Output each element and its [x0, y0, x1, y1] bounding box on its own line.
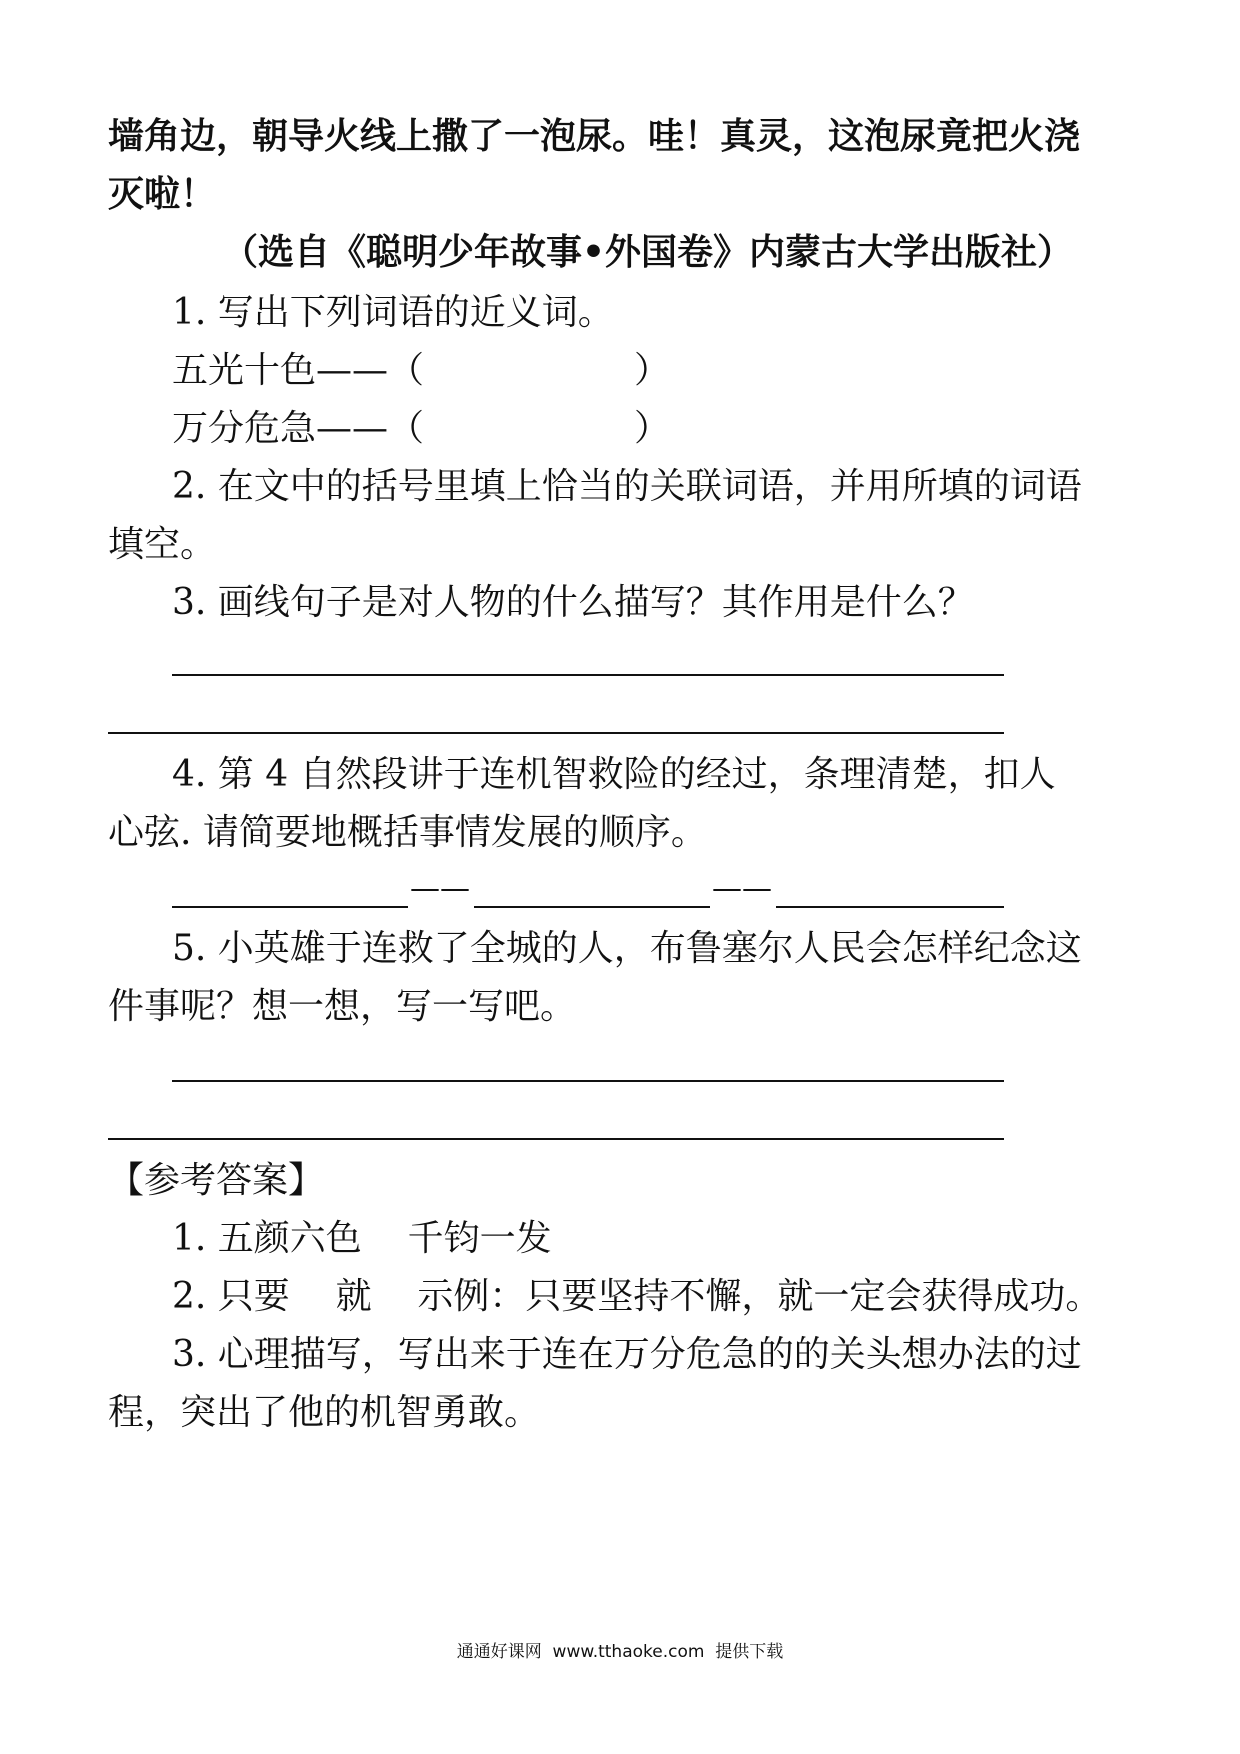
question-2-line-2: 填空。	[108, 524, 217, 565]
question-1-prompt: 1. 写出下列词语的近义词。	[172, 292, 614, 333]
question-1-item-2-close: ）	[634, 408, 671, 449]
question-3-answer-line-2[interactable]	[108, 732, 1004, 734]
question-5-answer-line-1[interactable]	[172, 1080, 1004, 1082]
question-1-item-1-word: 五光十色——（	[172, 350, 425, 391]
question-4-blank-1[interactable]	[172, 906, 408, 908]
question-4-dash-2: ——	[712, 871, 772, 906]
question-4-blank-3[interactable]	[776, 906, 1004, 908]
question-1-item-1-close: ）	[634, 350, 671, 391]
answer-3-line-1: 3. 心理描写，写出来于连在万分危急的的关头想办法的过	[172, 1334, 1082, 1375]
question-1-item-1	[172, 348, 670, 394]
footer-download-note: 通通好课网 www.tthaoke.com 提供下载	[456, 1642, 784, 1662]
answer-1: 1. 五颜六色 千钧一发	[172, 1218, 552, 1259]
question-4-dash-1: ——	[410, 871, 470, 906]
answers-heading: 【参考答案】	[108, 1160, 325, 1201]
question-3-answer-line-1[interactable]	[172, 674, 1004, 676]
question-4-line-1: 4. 第 4 自然段讲于连机智救险的经过，条理清楚，扣人	[172, 754, 1056, 795]
passage-line-2: 灭啦！	[108, 174, 217, 215]
question-1-item-2-word: 万分危急——（	[172, 408, 425, 449]
question-4-blank-2[interactable]	[474, 906, 710, 908]
question-5-line-1: 5. 小英雄于连救了全城的人，布鲁塞尔人民会怎样纪念这	[172, 928, 1082, 969]
passage-line-1: 墙角边，朝导火线上撒了一泡尿。哇！真灵，这泡尿竟把火浇	[108, 116, 1081, 157]
question-4-line-2: 心弦. 请简要地概括事情发展的顺序。	[108, 812, 707, 853]
question-5-line-2: 件事呢？想一想，写一写吧。	[108, 986, 577, 1027]
question-2-line-1: 2. 在文中的括号里填上恰当的关联词语，并用所填的词语	[172, 466, 1082, 507]
question-5-answer-line-2[interactable]	[108, 1138, 1004, 1140]
answer-2: 2. 只要 就 示例：只要坚持不懈，就一定会获得成功。	[172, 1276, 1102, 1317]
question-3-prompt: 3. 画线句子是对人物的什么描写？其作用是什么？	[172, 582, 974, 623]
answer-3-line-2: 程，突出了他的机智勇敢。	[108, 1392, 541, 1433]
question-1-item-2	[172, 406, 670, 452]
passage-source: （选自《聪明少年故事•外国卷》内蒙古大学出版社）	[222, 232, 1074, 273]
